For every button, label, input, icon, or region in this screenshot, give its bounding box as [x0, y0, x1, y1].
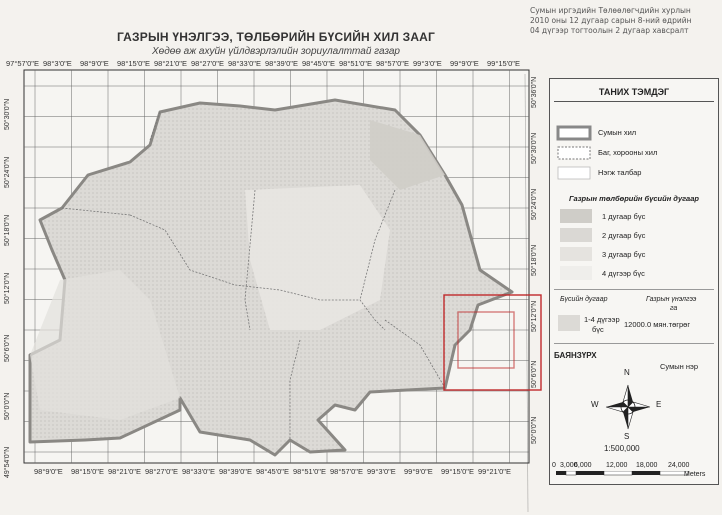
bottom-tick-9: 99°3'0"E [367, 467, 396, 476]
fee-zone: 1-4 дүгээр [584, 315, 620, 324]
left-tick-1: 50°24'0"N [4, 156, 11, 188]
legend-city-label: Нэгж талбар [598, 168, 642, 177]
right-tick-4: 50°12'0"N [531, 300, 538, 332]
bottom-tick-7: 98°51'0"E [293, 467, 326, 476]
zone4-swatch [560, 266, 592, 280]
top-tick-8: 98°45'0"E [302, 59, 335, 68]
bottom-tick-12: 99°21'0"E [478, 467, 511, 476]
zone1-label: 1 дугаар бүс [602, 212, 646, 221]
approval-line-3: 04 дүгээр тогтоолын 2 дугаар хавсралт [530, 26, 689, 35]
left-tick-0: 50°30'0"N [4, 98, 11, 130]
legend-title: ТАНИХ ТЭМДЭГ [598, 87, 670, 97]
left-tick-5: 50°0'0"N [4, 392, 11, 420]
top-tick-7: 98°39'0"E [265, 59, 298, 68]
bottom-tick-2: 98°21'0"E [108, 467, 141, 476]
zone2-swatch [560, 228, 592, 242]
fee-col2-unit: га [670, 305, 678, 312]
scale-ratio: 1:500,000 [604, 444, 640, 453]
bottom-tick-11: 99°15'0"E [441, 467, 474, 476]
fee-zone-suffix: бүс [592, 325, 604, 334]
map-subtitle: Хөдөө аж ахуйн үйлдвэрлэлийн зориулалттай газар [152, 46, 400, 57]
soum-name: БАЯНЗҮРХ [554, 351, 597, 360]
top-tick-9: 98°51'0"E [339, 59, 372, 68]
zone1-swatch [560, 209, 592, 223]
bottom-tick-8: 98°57'0"E [330, 467, 363, 476]
legend-boundary-label: Сумын хил [598, 128, 637, 137]
zone3-swatch [560, 247, 592, 261]
north-arrow-icon [600, 375, 656, 439]
bottom-tick-6: 98°45'0"E [256, 467, 289, 476]
top-tick-2: 98°9'0"E [80, 59, 109, 68]
zone2-label: 2 дугаар бүс [602, 231, 646, 240]
map-title: ГАЗРЫН ҮНЭЛГЭЭ, ТӨЛБӨРИЙН БҮСИЙН ХИЛ ЗААГ [116, 30, 436, 44]
bottom-tick-0: 98°9'0"E [34, 467, 63, 476]
right-tick-0: 50°36'0"N [531, 76, 538, 108]
legend-swatches [556, 125, 596, 185]
left-tick-4: 50°6'0"N [4, 334, 11, 362]
soum-name-label: Сумын нэр [660, 362, 698, 371]
compass-n: N [624, 368, 630, 377]
bottom-tick-3: 98°27'0"E [145, 467, 178, 476]
right-tick-6: 50°0'0"N [531, 416, 538, 444]
left-tick-3: 50°12'0"N [4, 272, 11, 304]
scale-tick-1: 3,000 [560, 462, 578, 469]
scale-tick-3: 12,000 [606, 462, 628, 469]
left-tick-6: 49°54'0"N [4, 446, 11, 478]
fee-col2: Газрын үнэлгээ [646, 296, 697, 303]
fee-col1: Бүсийн дугаар [560, 296, 608, 303]
scale-tick-0: 0 [552, 462, 556, 469]
scale-unit: Meters [684, 471, 706, 478]
compass-e: E [656, 400, 662, 409]
fee-value: 12000.0 мян.төгрөг [624, 320, 691, 329]
right-tick-3: 50°18'0"N [531, 244, 538, 276]
top-tick-0: 97°57'0"E [6, 59, 39, 68]
zones-title: Газрын төлбөрийн бүсийн дугаар [569, 194, 699, 203]
scale-tick-2: 6,000 [574, 462, 592, 469]
top-tick-13: 99°15'0"E [487, 59, 520, 68]
scale-tick-4: 18,000 [636, 462, 658, 469]
compass-s: S [624, 432, 630, 441]
approval-line-1: Сумын иргэдийн Төлөөлөгчдийн хурлын [530, 6, 691, 15]
top-tick-11: 99°3'0"E [413, 59, 442, 68]
top-tick-5: 98°27'0"E [191, 59, 224, 68]
top-tick-4: 98°21'0"E [154, 59, 187, 68]
top-tick-12: 99°9'0"E [450, 59, 479, 68]
bottom-tick-5: 98°39'0"E [219, 467, 252, 476]
right-tick-5: 50°6'0"N [531, 360, 538, 388]
bottom-tick-4: 98°33'0"E [182, 467, 215, 476]
approval-line-2: 2010 оны 12 дугаар сарын 8-ний өдрийн [530, 16, 692, 25]
right-tick-2: 50°24'0"N [531, 188, 538, 220]
top-tick-10: 98°57'0"E [376, 59, 409, 68]
top-tick-3: 98°15'0"E [117, 59, 150, 68]
legend-bag-label: Баг, хорооны хил [598, 148, 658, 157]
bottom-tick-1: 98°15'0"E [71, 467, 104, 476]
top-tick-1: 98°3'0"E [43, 59, 72, 68]
right-tick-1: 50°30'0"N [531, 132, 538, 164]
scale-tick-5: 24,000 [668, 462, 690, 469]
left-tick-2: 50°18'0"N [4, 214, 11, 246]
zone4-label: 4 дүгээр бүс [602, 269, 645, 278]
zone3-label: 3 дугаар бүс [602, 250, 646, 259]
compass-w: W [591, 400, 599, 409]
bottom-tick-10: 99°9'0"E [404, 467, 433, 476]
top-tick-6: 98°33'0"E [228, 59, 261, 68]
